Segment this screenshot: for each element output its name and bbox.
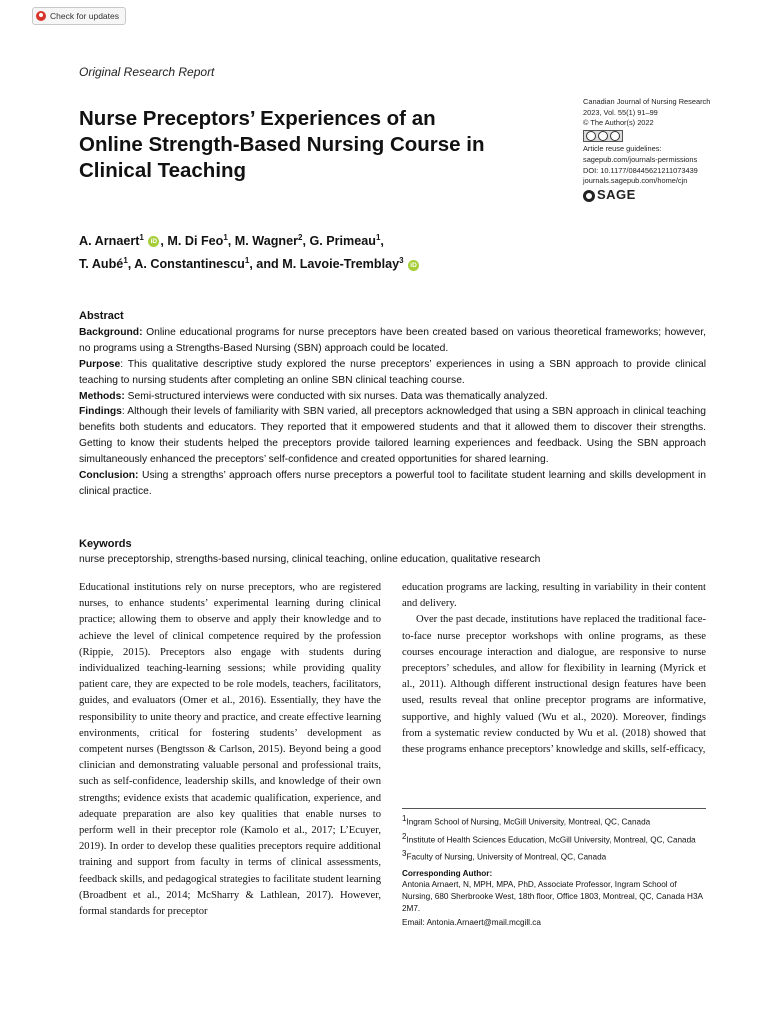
- corresponding-author-label: Corresponding Author:: [402, 868, 493, 878]
- affiliation-marker: 1: [123, 256, 128, 266]
- purpose-label: Purpose: [79, 358, 121, 370]
- reuse-label: Article reuse guidelines:: [583, 144, 662, 154]
- abstract-purpose: [79, 357, 706, 389]
- keywords-list: nurse preceptorship, strengths-based nursing, clinical teaching, online education, qualitative research: [79, 554, 541, 565]
- methods-label: Methods:: [79, 390, 125, 402]
- author-name: A. Arnaert: [79, 234, 140, 249]
- body-column-left: [79, 580, 381, 920]
- author-name: , M. Wagner: [227, 234, 298, 249]
- affiliation-marker: 1: [223, 233, 228, 242]
- journal-link[interactable]: journals.sagepub.com/home/cjn: [583, 176, 688, 186]
- findings-text: : Although their levels of familiarity with SBN varied, all preceptors acknowledged that using a SBN approach in clinical teaching benefits both students and educators. They reported that it empowered students and that it allowed them to discover their strengths. Getting to know their students helped the preceptors provide tailored learning experiences and feedback. Using the SBN approach simultaneously enhanced the preceptors’ self-confidence and created opportunities for shared learning.: [79, 406, 706, 466]
- author-name: , G. Primeau: [302, 234, 376, 249]
- abstract-methods: [79, 389, 706, 405]
- journal-name: Canadian Journal of Nursing Research: [583, 97, 711, 106]
- cc-license-icon[interactable]: [583, 130, 623, 142]
- findings-label: Findings: [79, 406, 122, 418]
- abstract-heading: Abstract: [79, 310, 124, 322]
- journal-copyright: © The Author(s) 2022: [583, 118, 654, 128]
- affiliation-3: [402, 848, 706, 864]
- affiliation-text: Ingram School of Nursing, McGill University, Montreal, QC, Canada: [406, 817, 651, 827]
- reuse-link[interactable]: sagepub.com/journals-permissions: [583, 154, 698, 164]
- orcid-icon[interactable]: iD: [408, 260, 419, 271]
- journal-volume: 2023, Vol. 55(1) 91–99: [583, 107, 658, 117]
- affiliation-text: Institute of Health Sciences Education, McGill University, Montreal, QC, Canada: [406, 835, 696, 845]
- publisher-logo: [583, 187, 733, 203]
- affiliation-1: [402, 813, 706, 829]
- purpose-text: : This qualitative descriptive study explored the nurse preceptors’ experiences in using a SBN approach to provide clinical teaching to nursing students after completing an online SBN clinical teaching course.: [79, 358, 706, 386]
- affiliation-marker: 1: [244, 256, 250, 266]
- article-type-label: Original Research Report: [79, 65, 215, 79]
- journal-info: [583, 97, 733, 202]
- affiliation-marker: 2: [298, 233, 303, 242]
- affiliation-marker: 1: [139, 233, 144, 242]
- orcid-icon[interactable]: iD: [148, 236, 159, 247]
- crossmark-icon: [36, 11, 46, 21]
- body-column-right: [402, 580, 706, 758]
- affiliation-2: [402, 831, 706, 847]
- author-name: , and M. Lavoie-Tremblay: [249, 257, 400, 272]
- affiliation-text: Faculty of Nursing, University of Montreal, QC, Canada: [406, 852, 607, 862]
- keywords: [79, 537, 706, 567]
- affiliation-marker: 3: [402, 849, 407, 859]
- methods-text: Semi-structured interviews were conducted with six nurses. Data was thematically analyzed.: [127, 390, 548, 402]
- author-name: T. Aubé: [79, 257, 124, 272]
- check-for-updates-button[interactable]: [32, 7, 126, 25]
- author-name: , A. Constantinescu: [127, 257, 245, 272]
- affiliation-marker: 2: [402, 831, 407, 841]
- conclusion-label: Conclusion:: [79, 470, 139, 482]
- author-list: [79, 228, 519, 274]
- abstract-background: [79, 325, 706, 357]
- author-name: , M. Di Feo: [160, 234, 224, 249]
- affiliation-marker: 1: [402, 814, 407, 823]
- sage-logo-icon: [583, 190, 595, 202]
- corresponding-author-text: Antonia Arnaert, N, MPH, MPA, PhD, Associate Professor, Ingram School of Nursing, 680 Sherbrooke West, 18th floor, Office 1803, Montreal, QC, Canada H3A 2M7.: [402, 880, 703, 913]
- author-separator: ,: [380, 234, 384, 249]
- by-circle-icon: [598, 131, 608, 141]
- corresponding-author-email[interactable]: Email: Antonia.Arnaert@mail.mcgill.ca: [402, 917, 541, 927]
- doi-link[interactable]: DOI: 10.1177/08445621211073439: [583, 165, 698, 175]
- footnotes: [402, 813, 706, 931]
- abstract-findings: [79, 404, 706, 468]
- check-for-updates-label: Check for updates: [50, 11, 119, 21]
- affiliation-marker: 3: [399, 256, 404, 266]
- conclusion-text: Using a strengths’ approach offers nurse preceptors a powerful tool to facilitate student learning and skills development in clinical practice.: [79, 470, 706, 497]
- keywords-heading: Keywords: [79, 538, 132, 550]
- nc-circle-icon: [610, 131, 620, 141]
- cc-circle-icon: [586, 131, 596, 141]
- abstract-conclusion: [79, 468, 706, 500]
- article-title: Nurse Preceptors’ Experiences of an Online Strength-Based Nursing Course in Clinical Teaching: [79, 107, 485, 182]
- background-text: Online educational programs for nurse preceptors have been created based on various theoretical frameworks; however, no programs using a Strengths-Based Nursing (SBN) approach could be located.: [79, 326, 706, 354]
- background-label: Background:: [79, 326, 143, 338]
- body-paragraph: Educational institutions rely on nurse preceptors, who are registered nurses, to enhance students’ experimental learning during clinical practice; allowing them to observe and apply their knowledge and to achieve the level of clinical competence required by the profession (Rippie, 2015). Preceptors also engage with students during individualized teaching-learning sessions; while providing quality patient care, they are expected to be role models, teachers, facilitators, guides, and evaluators (Omer et al., 2016). Essentially, they have the responsibility to unite theory and practice, and create effective learning environments, critical for fostering students’ development as competent nurses (Bengtsson & Carlson, 2015). Beyond being a good clinician and demonstrating valuable personal and professional traits, such as self-confidence, leadership skills, and knowledge of their own strengths; evidence exists that academic qualification, experience, and adequate preparation are also key qualities that enable nurses to perform well in their preceptor role (Kamolo et al., 2017; L’Ecuyer, 2019). In order to develop these qualities preceptors require additional training and support from faculty in terms of clinical assessments, feedback skills, and pedagogical strategies to facilitate student learning (Broadbent et al., 2014; McSharry & Lathlean, 2017). However, formal standards for preceptor: [79, 582, 381, 918]
- affiliation-marker: 1: [375, 233, 381, 242]
- footnote-divider: [402, 808, 706, 809]
- body-paragraph: education programs are lacking, resulting in variability in their content and delivery.: [402, 582, 706, 610]
- body-paragraph: Over the past decade, institutions have replaced the traditional face-to-face nurse preceptor workshops with online programs, as these courses encourage interaction and dialogue, are responsive to nurse preceptors’ schedules, and allow for flexibility in learning (Myrick et al., 2011). Although different instructional design features have been used, results reveal that online preceptor programs are informative, supportive, and highly valued (Wu et al., 2020). Moreover, findings from a systematic review conducted by Wu et al. (2018) showed that these programs enhance preceptors’ knowledge and skills, self-efficacy,: [402, 614, 706, 756]
- abstract: [79, 309, 706, 500]
- publisher-name: SAGE: [597, 187, 636, 203]
